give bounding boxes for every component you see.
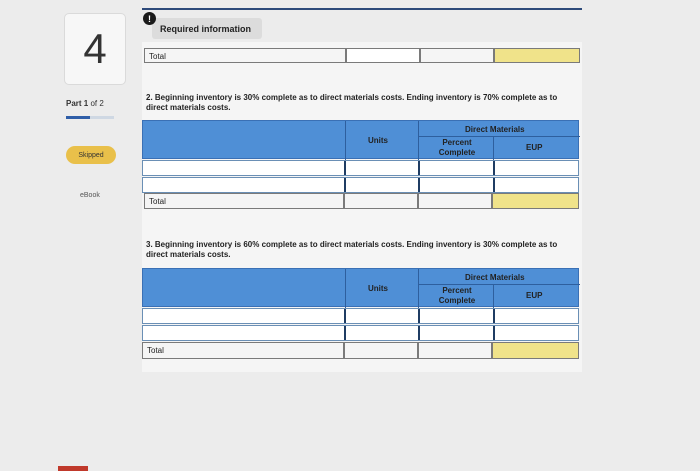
section3-header-divider [345, 269, 346, 308]
section3-row-2[interactable] [142, 325, 579, 341]
section2-table-header [142, 120, 579, 159]
section3-header-divider [493, 285, 494, 308]
ebook-link[interactable]: eBook [80, 192, 100, 199]
question-number [64, 13, 126, 85]
section3-total-percent [418, 342, 492, 359]
part-prefix: Part [66, 99, 82, 108]
part-progress-fill [66, 116, 90, 119]
section2-total-percent [418, 193, 492, 209]
section2-header-divider [418, 121, 419, 160]
section2-col-percent: Percent Complete [438, 138, 476, 157]
section2-total-units [344, 193, 418, 209]
section3-row2-units-input[interactable] [344, 326, 418, 340]
part-current: 1 [83, 99, 89, 108]
section3-col-units: Units [368, 284, 388, 293]
part-of: of 2 [90, 99, 104, 108]
section3-table-header [142, 268, 579, 307]
section2-row2-units-input[interactable] [344, 178, 418, 192]
section3-row2-eup-input[interactable] [493, 326, 578, 340]
section2-prompt: 2. Beginning inventory is 30% complete as to direct materials costs. Ending inventory is 70% complete as to direct materials costs. [146, 93, 558, 112]
skipped-button[interactable]: Skipped [66, 146, 116, 164]
question-number-text: 4 [83, 25, 107, 72]
section1-total-percent [420, 48, 494, 63]
section2-row1-percent-input[interactable] [418, 161, 493, 175]
section2-row-1[interactable] [142, 160, 579, 176]
required-info-button[interactable] [152, 18, 262, 39]
section3-col-percent: Percent Complete [438, 286, 476, 305]
section3-total-label: Total [142, 342, 344, 359]
section3-header-divider [418, 269, 419, 308]
section2-row-2[interactable] [142, 177, 579, 193]
section3-row1-units-input[interactable] [344, 309, 418, 323]
section2-total-label: Total [144, 193, 344, 209]
section2-group-direct-materials: Direct Materials [465, 125, 525, 134]
section2-header-divider [493, 137, 494, 160]
section3-row1-eup-input[interactable] [493, 309, 578, 323]
section1-total-label: Total [144, 48, 346, 63]
alert-icon: ! [143, 12, 156, 25]
section2-row2-percent-input[interactable] [418, 178, 493, 192]
section3-group-direct-materials: Direct Materials [465, 273, 525, 282]
section1-total-row [142, 48, 582, 63]
section2-row1-eup-input[interactable] [493, 161, 578, 175]
section1-total-units-input[interactable] [346, 48, 420, 63]
content-panel [142, 42, 582, 372]
part-indicator [66, 99, 104, 108]
section2-total-row [142, 193, 582, 209]
bottom-logo-strip [58, 466, 88, 471]
section3-group-line [418, 284, 580, 285]
top-divider [142, 8, 582, 10]
required-info-label: Required information [160, 23, 252, 34]
section2-col-eup: EUP [526, 143, 543, 152]
section3-total-row [142, 342, 582, 359]
section3-total-units [344, 342, 418, 359]
section3-row1-percent-input[interactable] [418, 309, 493, 323]
section1-total-eup [494, 48, 580, 63]
section2-row1-units-input[interactable] [344, 161, 418, 175]
part-progress-bar [66, 116, 114, 119]
section3-row2-percent-input[interactable] [418, 326, 493, 340]
section2-header-divider [345, 121, 346, 160]
section3-total-eup [492, 342, 579, 359]
section2-col-units: Units [368, 136, 388, 145]
section3-row-1[interactable] [142, 308, 579, 324]
section2-total-eup [492, 193, 579, 209]
section2-row2-eup-input[interactable] [493, 178, 578, 192]
section3-prompt: 3. Beginning inventory is 60% complete as to direct materials costs. Ending inventory is 30% complete as to direct materials costs. [146, 240, 558, 259]
section2-group-line [418, 136, 580, 137]
section3-col-eup: EUP [526, 291, 543, 300]
